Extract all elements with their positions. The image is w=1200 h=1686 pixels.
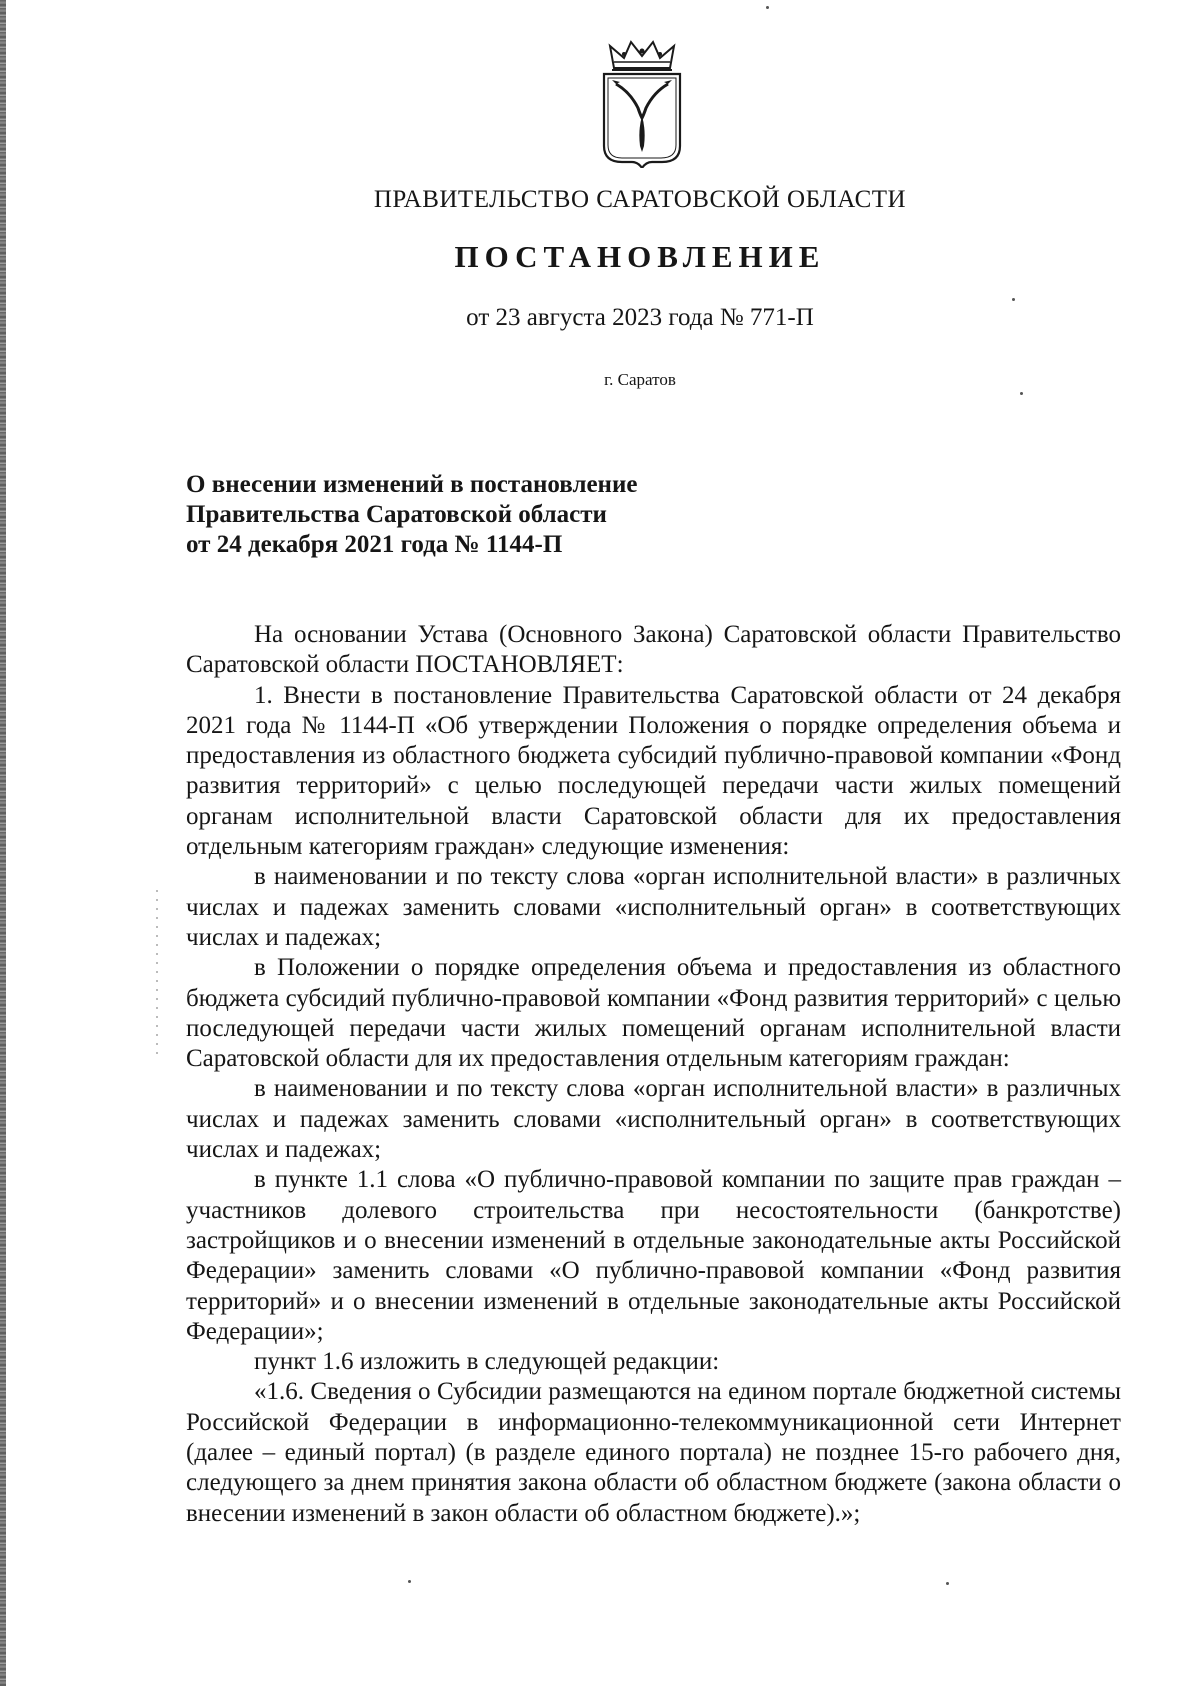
title-line: О внесении изменений в постановление bbox=[186, 471, 638, 498]
scan-speck bbox=[408, 1580, 411, 1583]
coat-of-arms-icon bbox=[600, 38, 684, 168]
document-city: г. Саратов bbox=[604, 370, 676, 389]
body-paragraph: «1.6. Сведения о Субсидии размещаются на едином портале бюджетной системы Российской Федерации в информационно-телекоммуникационной сети Интернет (далее – единый портал) (в разделе единого портала) не позднее 15-го рабочего дня, следующего за днем принятия закона области об областном бюджете (закона области о внесении изменений в закон области об областном бюджете).»; bbox=[186, 1378, 1121, 1527]
body-paragraph: в пункте 1.1 слова «О публично-правовой компании по защите прав граждан – участников долевого строительства при несостоятельности (банкротстве) застройщиков и о внесении изменений в отдельные законодательные акты Российской Федерации» заменить словами «О публично-правовой компании «Фонд развития территорий» и о внесении изменений в отдельные законодательные акты Российской Федерации»; bbox=[186, 1166, 1121, 1345]
government-name: ПРАВИТЕЛЬСТВО САРАТОВСКОЙ ОБЛАСТИ bbox=[373, 186, 907, 213]
document-type: ПОСТАНОВЛЕНИЕ bbox=[454, 239, 826, 274]
title-line: Правительства Саратовской области bbox=[186, 501, 607, 528]
scan-speck bbox=[946, 1582, 949, 1585]
body-paragraph: На основании Устава (Основного Закона) Саратовской области Правительство Саратовской области ПОСТАНОВЛЯЕТ: bbox=[186, 621, 1121, 679]
scan-speck bbox=[1020, 392, 1023, 395]
document-date-number: от 23 августа 2023 года № 771-П bbox=[466, 304, 814, 331]
body-paragraph: в Положении о порядке определения объема и предоставления из областного бюджета субсидий публично-правовой компании «Фонд развития территорий» с целью последующей передачи части жилых помещений органам исполнительной власти Саратовской области для их предоставления отдельным категориям граждан: bbox=[186, 954, 1121, 1073]
document-title bbox=[186, 470, 806, 560]
body-paragraph: пункт 1.6 изложить в следующей редакции: bbox=[254, 1348, 720, 1376]
body-paragraph: в наименовании и по тексту слова «орган исполнительной власти» в различных числах и падежах заменить словами «исполнительный орган» в соответствующих числах и падежах; bbox=[186, 863, 1121, 951]
title-line: от 24 декабря 2021 года № 1144-П bbox=[186, 531, 563, 558]
document-body bbox=[186, 620, 1121, 1529]
scan-speck bbox=[1012, 298, 1015, 301]
body-paragraph: 1. Внести в постановление Правительства Саратовской области от 24 декабря 2021 года № 1144-П «Об утверждении Положения о порядке определения объема и предоставления из областного бюджета субсидий публично-правовой компании «Фонд развития территорий» с целью последующей передачи части жилых помещений органам исполнительной власти Саратовской области для их предоставления отдельным категориям граждан» следующие изменения: bbox=[186, 681, 1121, 861]
margin-marks-artifact bbox=[156, 890, 158, 1060]
scan-speck bbox=[766, 6, 769, 9]
body-paragraph: в наименовании и по тексту слова «орган исполнительной власти» в различных числах и падежах заменить словами «исполнительный орган» в соответствующих числах и падежах; bbox=[186, 1075, 1121, 1164]
